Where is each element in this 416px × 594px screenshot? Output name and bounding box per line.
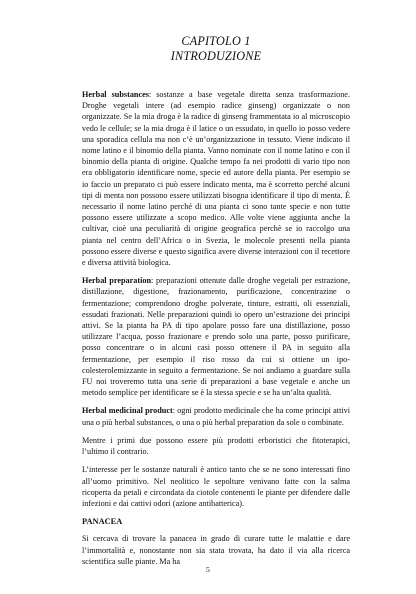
section-paragraph: Si cercava di trovare la panacea in grado di curare tutte le malattie e dare l’immortalità e, nonostante non sia stata trovata, ha dato il via alla ricerca scientifica sulle piante. Ma ha: [82, 534, 350, 566]
paragraph-comparison: [82, 435, 350, 457]
page-number: 5: [206, 565, 210, 574]
paragraph-text: : preparazioni ottenute dalle droghe vegetali per estrazione, distillazione, digestione, frazionamento, purificazione, concentrazine o fermentazione; comprendono droghe polverate, tinture, estratti, oli essenziali, essudati frazionati. Nelle preparazioni quindi io opero un’estrazione dei principi attivi. Se la pianta ha PA di tipo apolare posso fare una distillazione, posso utilizzare l’acqua, posso frazionare e prendo solo una parte, posso purificare, posso concentrare o in alcuni casi posso ottenere il PA in seguito alla fermentazione, per esempio il riso rosso da cui si ottiene un ipo-colesterolemizzante in seguito a fermentazione. Se noi andiamo a guardare sulla FU noi troveremo tutta una serie di preparazioni a base vegetale e anche un metodo semplice per identificare se è la stessa specie e se ha un’alta qualità.: [82, 276, 350, 398]
term-herbal-substances: Herbal substances: [82, 90, 149, 99]
paragraph-herbal-preparation: [82, 275, 350, 398]
chapter-label: CAPITOLO 1: [181, 34, 251, 48]
term-herbal-medicinal-product: Herbal medicinal product: [82, 406, 173, 416]
paragraph-history: [82, 464, 350, 509]
paragraph-text: Mentre i primi due possono essere più prodotti erboristici che fitoterapici, l’ultimo il contrario.: [82, 435, 350, 457]
term-herbal-preparation: Herbal preparation: [82, 276, 151, 286]
section-title: PANACEA: [82, 517, 123, 527]
paragraph-text: L’interesse per le sostanze naturali è antico tanto che se ne sono interessati fino all’uomo primitivo. Nel neolitico le sepolture venivano fatte con la salma ricoperta da petali e circondata da ciotole contenenti le piante per difendere dalle infezioni e dai cattivi odori (azione antibatterica).: [82, 465, 350, 508]
paragraph-text: : sostanze a base vegetale diretta senza trasformazione. Droghe vegetali intere (ad esempio radice ginseng) organizzate o non organizzate. Se la mia droga è la radice di ginseng frammentata io al microscopio vedo le cellule; se la mia droga è il latice o un essudato, in quello io posso vedere una sporadica cellula ma non c’è un’organizzazione in tessuto. Viene indicato il nome latino e il binomio della pianta. Vanno nominate con il nome latino e con il binomio della pianta di origine. Qualche tempo fa nei prodotti di vario tipo non era obbligatorio identificare nome, specie ed autore della pianta. Per esempio se io faccio un preparato ci può essere indicato menta, ma è scorretto perché alcuni tipi di menta non possono essere utilizzati bisogna identificare il tipo di menta. È necessario il nome latino perché di una pianta ci sono tante specie e non tutte possono essere utilizzate a scopo medico. Alle volte viene aggiunta anche la cultivar, cioè una peculiarità di origine geografica perchè se io raccolgo una pianta nel centro dell’Africa o in Svezia, le molecole presenti nella pianta possono essere diverse e questo significa avere diverse interazioni con il recettore e diversa attività biologica.: [82, 90, 350, 268]
paragraph-herbal-substances: [82, 89, 350, 268]
page-content: [82, 34, 350, 574]
chapter-heading: [82, 34, 350, 64]
chapter-title: INTRODUZIONE: [170, 49, 262, 63]
paragraph-herbal-medicinal-product: [82, 405, 350, 427]
paragraph-text: : ogni prodotto medicinale che ha come principi attivi una o più herbal substances, o una o più herbal preparation da sole o combinate.: [82, 406, 350, 427]
